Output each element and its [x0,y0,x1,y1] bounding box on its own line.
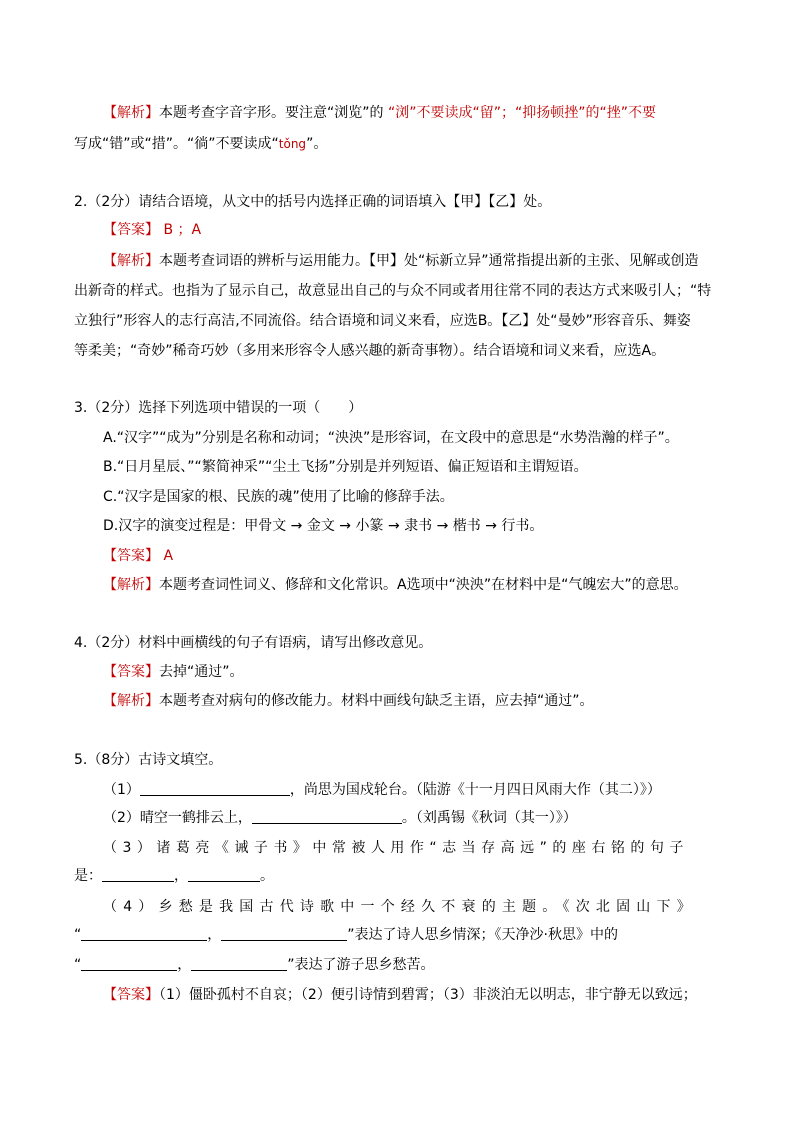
analysis-line [103,691,794,711]
fill-item-1 [103,780,794,800]
answer-line [103,546,794,566]
item-text: ， [174,868,188,884]
answer-line [103,220,794,240]
blank-3b[interactable] [188,867,260,882]
analysis-tag: 【解析】 [103,105,159,121]
item-text: （2）晴空一鹤排云上， [103,810,252,826]
option-b: B.“日月星辰、”“繁简神采”“尘土飞扬”分别是并列短语、偏正短语和主谓短语。 [103,459,588,475]
item-text: 是： [74,868,102,884]
analysis-text: 本题考查词性词义、修辞和文化常识。A选项中“泱泱”在材料中是“气魄宏大”的意思。 [159,577,688,593]
analysis-line: 出新奇的样式。也指为了显示自己，故意显出自己的与众不同或者用往常不同的表达方式来吸引人；“特 [74,283,712,299]
fill-item-4: （4）乡愁是我国古代诗歌中一个经久不衰的主题。《次北固山下》 [103,899,697,915]
analysis-tag: 【解析】 [103,577,159,593]
item-text: “ [74,957,82,973]
answer-text: B ；A [159,222,202,238]
analysis-text-red: “浏”不要读成“留”；“抑扬顿挫”的“挫”不要 [387,105,656,121]
question-stem: 3.（2分）选择下列选项中错误的一项（ ） [74,400,363,416]
fill-item-3: （3）诸葛亮《诫子书》中常被人用作“志当存高远”的座右铭的句子 [103,840,689,856]
answer-tag: 【答案】 [103,222,159,238]
analysis-text: 本题考查对病句的修改能力。材料中画线句缺乏主语，应去掉“通过”。 [159,693,594,709]
blank-2[interactable] [252,809,402,824]
answer-tag: 【答案】 [103,664,159,680]
item-text: “ [74,927,82,943]
answer-tag: 【答案】 [103,548,159,564]
blank-4c[interactable] [81,956,177,971]
blank-4d[interactable] [191,956,287,971]
item-text: ， [177,957,192,973]
item-text: ， [207,927,222,943]
item-number: （1） [103,782,140,798]
pinyin: tǒng [278,137,307,151]
analysis-line [103,251,794,271]
analysis-text: 本题考查词语的辨析与运用能力。【甲】处“标新立异”通常指提出新的主张、见解或创造 [159,253,699,269]
fill-item-4-cont2 [74,955,794,975]
option-c: C.“汉字是国家的根、民族的魂”使用了比喻的修辞手法。 [103,489,454,505]
blank-4b[interactable] [221,926,347,941]
fill-item-4-cont [74,925,794,945]
answer-text: （1）僵卧孤村不自哀；（2）便引诗情到碧霄；（3）非淡泊无以明志，非宁静无以致远； [159,987,697,1003]
blank-1[interactable] [140,781,290,796]
blank-3a[interactable] [102,867,174,882]
answer-line [103,662,794,682]
option-d: D.汉字的演变过程是：甲骨文 → 金文 → 小篆 → 隶书 → 楷书 → 行书。 [103,518,544,534]
analysis-text: 本题考查字音字形。要注意“浏览”的 [159,105,388,121]
item-text: ”表达了诗人思乡情深；《天净沙·秋思》中的 [347,927,618,943]
fill-item-2 [103,808,794,828]
fill-item-3-cont [74,866,794,886]
analysis-tag: 【解析】 [103,253,159,269]
item-text: ”表达了游子思乡愁苦。 [287,957,435,973]
analysis-text: ”。 [306,136,328,152]
analysis-tag: 【解析】 [103,693,159,709]
answer-text: A [159,548,174,564]
answer-tag: 【答案】 [103,987,159,1003]
analysis-line [74,134,734,154]
answer-text: 去掉“通过”。 [159,664,244,680]
analysis-text: 写成“错”或“措”。“徜”不要读成“ [74,136,279,152]
analysis-line: 等柔美；“奇妙”稀奇巧妙（多用来形容令人感兴趣的新奇事物）。结合语境和词义来看，应选A。 [74,343,666,359]
blank-4a[interactable] [81,926,207,941]
question-stem: 2.（2分）请结合语境，从文中的括号内选择正确的词语填入【甲】【乙】处。 [74,194,552,210]
option-a: A.“汉字”“成为”分别是名称和动词；“泱泱”是形容词，在文段中的意思是“水势浩瀚的样子”。 [103,430,679,446]
question-stem: 4.（2分）材料中画横线的句子有语病，请写出修改意见。 [74,635,433,651]
analysis-line [103,103,743,123]
question-stem: 5.（8分）古诗文填空。 [74,752,223,768]
answer-line [103,985,794,1005]
item-text: 。 [260,868,274,884]
analysis-line [103,575,794,595]
analysis-line: 立独行”形容人的志行高洁,不同流俗。结合语境和词义来看，应选B。【乙】处“曼妙”形容音乐、舞姿 [74,313,691,329]
item-text: ，尚思为国戍轮台。（陆游《十一月四日风雨大作（其二）》） [289,782,661,798]
item-text: 。（刘禹锡《秋词（其一）》） [401,810,577,826]
